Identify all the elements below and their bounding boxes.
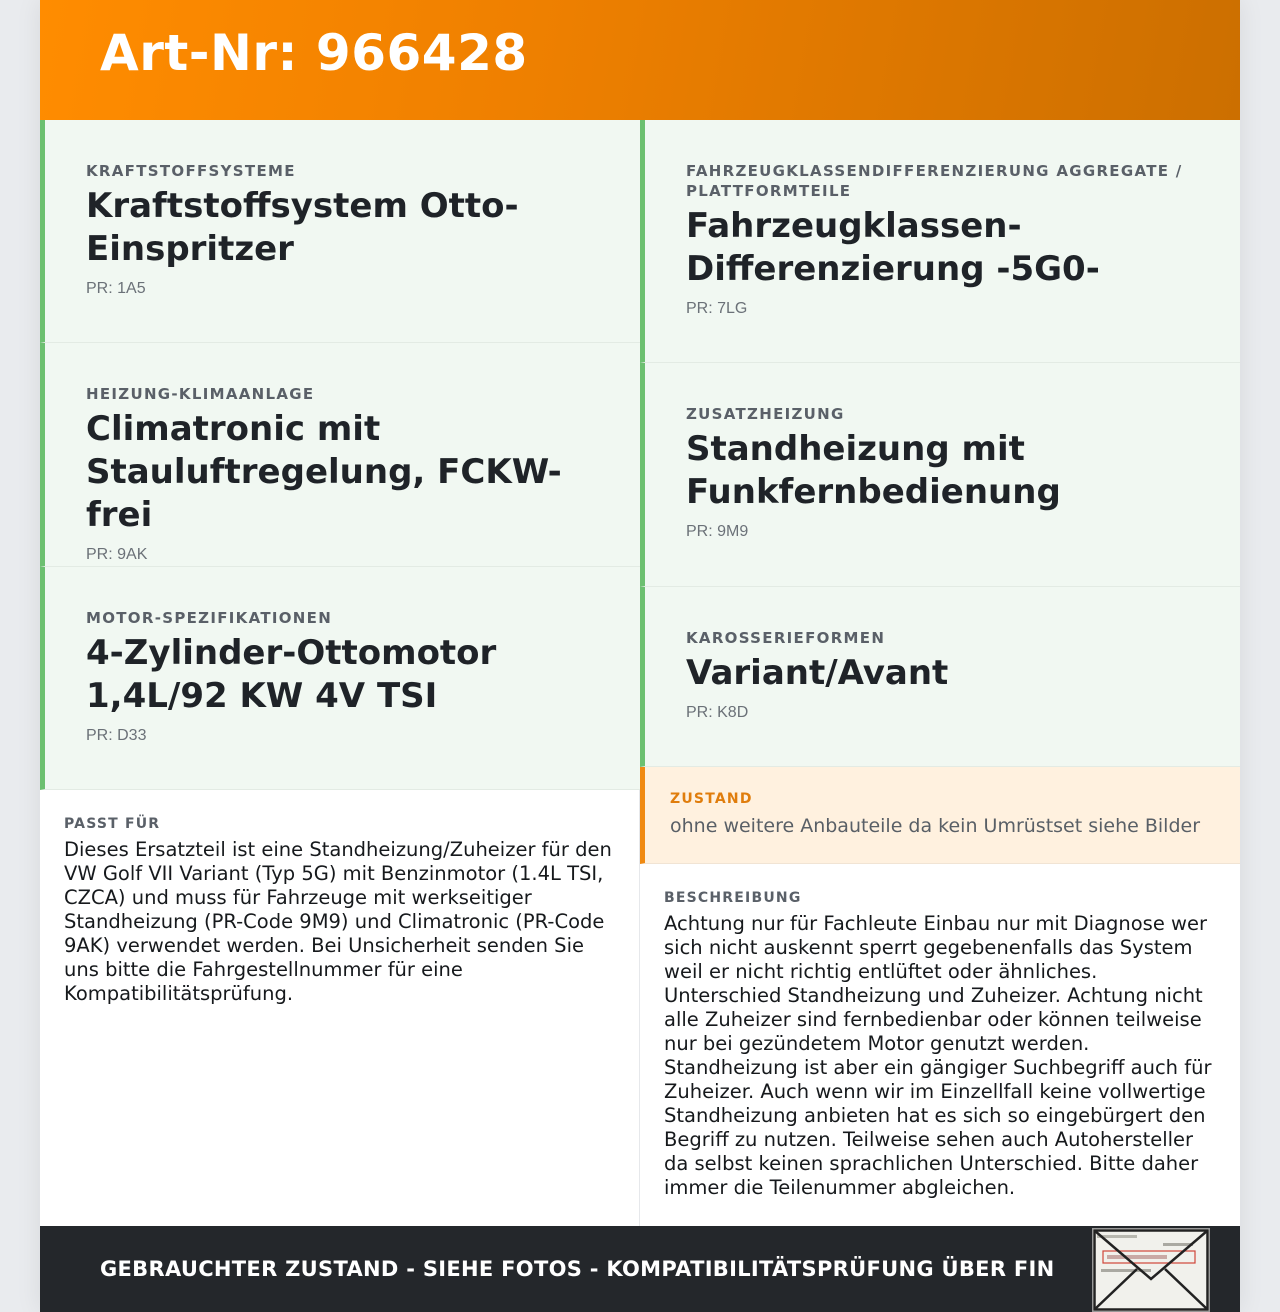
- condition-box: [640, 767, 1240, 864]
- spec-category: MOTOR-SPEZIFIKATIONEN: [86, 609, 333, 627]
- spec-pr-code: PR: D33: [86, 727, 147, 744]
- fits-label: PASST FÜR: [64, 816, 161, 832]
- spec-title: Standheizung mit Funkfernbedienung: [686, 429, 1061, 512]
- description-label: BESCHREIBUNG: [664, 890, 802, 906]
- spec-category: KRAFTSTOFFSYSTEME: [86, 162, 296, 180]
- spec-pr-code: PR: K8D: [686, 704, 749, 721]
- document-envelope-icon: [1093, 1229, 1209, 1311]
- fits-text: Dieses Ersatzteil ist eine Standheizung/Zuheizer für den VW Golf VII Variant (Typ 5G) mit Benzinmotor (1.4L TSI, CZCA) und muss für Fahrzeuge mit werkseitiger Standheizung (PR-Code 9M9) und Climatronic (PR-Code 9AK) verwendet werden. Bei Unsicherheit senden Sie uns bitte die Fahrgestellnummer für eine Kompatibilitätsprüfung.: [64, 838, 612, 1005]
- spec-card-vehicle-class: [640, 120, 1240, 363]
- footer-banner: [40, 1226, 1240, 1312]
- spec-card-body-style: [640, 587, 1240, 767]
- vehicle-document-thumbnail: [1092, 1228, 1210, 1312]
- footer-text: GEBRAUCHTER ZUSTAND - SIEHE FOTOS - KOMPATIBILITÄTSPRÜFUNG ÜBER FIN: [100, 1257, 1055, 1281]
- spec-category: HEIZUNG-KLIMAANLAGE: [86, 385, 315, 403]
- spec-card-climate: [40, 343, 640, 567]
- fits-section: [40, 790, 640, 1006]
- spec-pr-code: PR: 9AK: [86, 546, 148, 563]
- spec-card-fuel-system: [40, 120, 640, 343]
- spec-pr-code: PR: 7LG: [686, 300, 748, 317]
- spec-category: FAHRZEUGKLASSENDIFFERENZIERUNG AGGREGATE / PLATTFORMTEILE: [686, 162, 1183, 200]
- spec-title: Variant/Avant: [686, 653, 949, 693]
- article-header: [40, 0, 1240, 120]
- spec-title: Fahrzeugklassen-Differenzierung -5G0-: [686, 206, 1100, 289]
- spec-title: Climatronic mit Stauluftregelung, FCKW-frei: [86, 409, 562, 535]
- spec-card-engine: [40, 567, 640, 790]
- article-number-title: Art-Nr: 966428: [100, 24, 528, 82]
- spec-category: ZUSATZHEIZUNG: [686, 405, 845, 423]
- spec-pr-code: PR: 1A5: [86, 280, 146, 297]
- spec-title: Kraftstoffsystem Otto-Einspritzer: [86, 186, 519, 269]
- left-column: [40, 120, 640, 1006]
- spec-category: KAROSSERIEFORMEN: [686, 629, 886, 647]
- right-column: [640, 120, 1240, 1200]
- spec-card-auxiliary-heating: [640, 363, 1240, 587]
- spec-title: 4-Zylinder-Ottomotor 1,4L/92 KW 4V TSI: [86, 633, 497, 716]
- description-section: [640, 864, 1240, 1200]
- condition-label: ZUSTAND: [670, 791, 753, 807]
- column-divider: [639, 790, 640, 1226]
- description-text: Achtung nur für Fachleute Einbau nur mit Diagnose wer sich nicht auskennt sperrt gegebenenfalls das System weil er nicht richtig entlüftet oder ähnliches. Unterschied Standheizung und Zuheizer. Achtung nicht alle Zuheizer sind fernbedienbar oder können teilweise nur bei gezündetem Motor genutzt werden. Standheizung ist aber ein gängiger Suchbegriff auch für Zuheizer. Auch wenn wir im Einzellfall keine vollwertige Standheizung anbieten hat es sich so eingebürgert den Begriff zu nutzen. Teilweise sehen auch Autohersteller da selbst keinen sprachlichen Unterschied. Bitte daher immer die Teilenummer abgleichen.: [664, 912, 1212, 1199]
- article-sheet: [40, 0, 1240, 1312]
- condition-text: ohne weitere Anbauteile da kein Umrüstset siehe Bilder: [670, 815, 1201, 837]
- spec-pr-code: PR: 9M9: [686, 523, 749, 540]
